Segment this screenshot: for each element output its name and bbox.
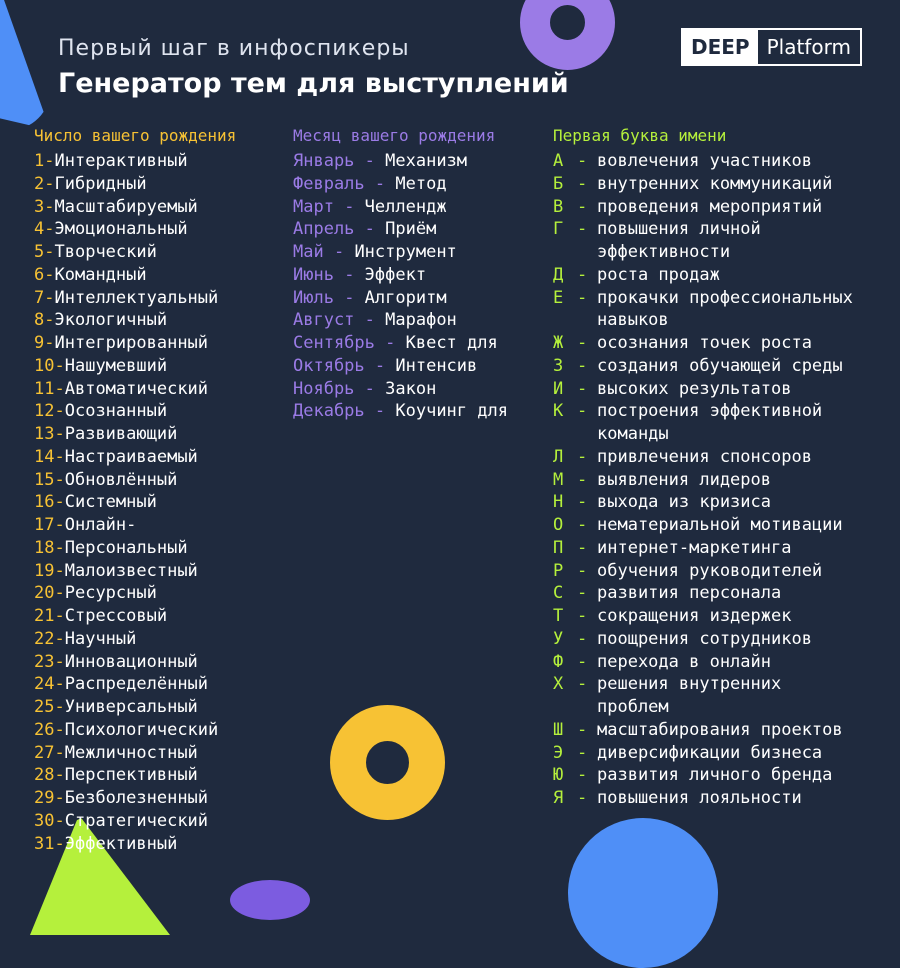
separator-dash: - [44, 333, 55, 353]
day-number: 30 [34, 810, 55, 831]
list-item [553, 628, 862, 651]
name-letter: Д [553, 264, 564, 285]
day-number: 18 [34, 537, 55, 558]
separator-dash: - [577, 264, 588, 285]
list-item [293, 309, 508, 332]
day-number: 24 [34, 674, 55, 695]
list-item [34, 560, 236, 583]
separator-dash: - [354, 378, 386, 399]
separator-dash: - [54, 560, 65, 581]
day-number: 13 [34, 424, 55, 444]
list-item [34, 491, 236, 514]
letter-phrase: создания обучающей среды [597, 355, 843, 376]
separator-dash: - [354, 151, 386, 171]
list-item [293, 264, 508, 287]
day-word: Ресурсный [64, 583, 157, 604]
list-item [553, 218, 862, 264]
name-letter: И [553, 378, 564, 399]
list-item [553, 196, 862, 219]
list-item [553, 287, 862, 333]
day-word: Развивающий [64, 424, 178, 444]
list-item [293, 400, 508, 423]
name-letter: З [553, 355, 564, 376]
decor-yellow-ring [330, 705, 445, 820]
separator-dash: - [577, 628, 588, 649]
name-letter: О [553, 515, 564, 535]
separator-dash: - [577, 788, 588, 808]
separator-dash: - [364, 173, 396, 194]
day-number: 29 [34, 788, 55, 808]
month-name: Январь [293, 151, 355, 171]
day-word: Стратегический [64, 810, 209, 831]
separator-dash: - [577, 355, 588, 376]
day-word: Межличностный [64, 742, 198, 763]
day-number: 27 [34, 742, 55, 763]
decor-blue-circle [568, 818, 718, 968]
day-number: 7 [34, 287, 45, 308]
month-name: Март [293, 196, 334, 217]
separator-dash: - [44, 264, 55, 285]
list-item [553, 719, 862, 742]
separator-dash: - [577, 765, 588, 786]
day-number: 19 [34, 560, 55, 581]
separator-dash: - [577, 492, 588, 513]
day-number: 9 [34, 333, 45, 353]
list-item [34, 787, 236, 810]
letter-phrase: развития персонала [597, 583, 782, 604]
decor-purple-shape [230, 880, 310, 920]
separator-dash: - [354, 310, 386, 331]
list-item [34, 469, 236, 492]
decor-blue-shape [0, 0, 50, 130]
separator-dash: - [364, 401, 396, 422]
name-letter: Ф [553, 651, 564, 672]
separator-dash: - [577, 333, 588, 353]
separator-dash: - [577, 742, 588, 763]
list-item [34, 810, 236, 833]
list-item [553, 355, 862, 378]
birth-day-column [34, 124, 236, 855]
day-word: Интеллектуальный [54, 287, 219, 308]
day-word: Системный [64, 492, 157, 513]
list-item [553, 469, 862, 492]
separator-dash: - [54, 765, 65, 786]
letter-phrase: выхода из кризиса [597, 492, 771, 513]
list-item [34, 150, 236, 173]
list-item [34, 196, 236, 219]
brand-logo [681, 28, 862, 66]
month-word: Квест для [405, 333, 498, 353]
day-number: 14 [34, 446, 55, 467]
list-item [34, 651, 236, 674]
day-word: Нашумевший [64, 355, 168, 376]
separator-dash: - [44, 310, 55, 331]
letter-phrase: масштабирования проектов [597, 719, 843, 740]
letter-phrase: интернет-маркетинга [597, 537, 792, 558]
list-item [293, 241, 508, 264]
day-number: 4 [34, 219, 45, 240]
letter-phrase: привлечения спонсоров [597, 446, 812, 467]
day-word: Интегрированный [54, 333, 209, 353]
list-item [34, 355, 236, 378]
separator-dash: - [54, 401, 65, 422]
separator-dash: - [577, 446, 588, 467]
list-item [34, 264, 236, 287]
month-word: Метод [395, 173, 447, 194]
list-item [553, 264, 862, 287]
separator-dash: - [333, 196, 365, 217]
list-item [34, 332, 236, 355]
separator-dash: - [374, 333, 406, 353]
letter-phrase: развития личного бренда [597, 765, 833, 786]
day-word: Обновлённый [64, 469, 178, 490]
day-number: 5 [34, 242, 45, 262]
list-item [553, 560, 862, 583]
day-number: 21 [34, 606, 55, 626]
day-word: Творческий [54, 242, 157, 262]
birth-day-heading: Число вашего рождения [34, 126, 237, 145]
list-item [553, 173, 862, 196]
name-letter: Г [553, 219, 564, 240]
list-item [553, 400, 862, 446]
day-number: 8 [34, 310, 45, 331]
separator-dash: - [577, 537, 588, 558]
list-item [553, 673, 862, 719]
name-letter: Э [553, 742, 564, 763]
separator-dash: - [44, 151, 55, 171]
month-name: Июль [293, 287, 334, 308]
name-letter: М [553, 469, 564, 490]
list-item [34, 309, 236, 332]
list-item [293, 287, 508, 310]
day-word: Командный [54, 264, 147, 285]
separator-dash: - [354, 219, 386, 240]
day-number: 10 [34, 355, 55, 376]
separator-dash: - [54, 697, 65, 717]
separator-dash: - [54, 628, 65, 649]
separator-dash: - [577, 583, 588, 604]
separator-dash: - [54, 355, 65, 376]
list-item [34, 742, 236, 765]
letter-phrase: проведения мероприятий [597, 196, 823, 217]
list-item [34, 400, 236, 423]
day-word: Эмоциональный [54, 219, 188, 240]
list-item [553, 332, 862, 355]
day-number: 23 [34, 651, 55, 672]
month-word: Алгоритм [364, 287, 447, 308]
list-item [34, 673, 236, 696]
name-letter: Н [553, 492, 564, 513]
letter-phrase: нематериальной мотивации [597, 515, 843, 535]
letter-phrase: осознания точек роста [597, 333, 812, 353]
name-letter: Е [553, 287, 564, 308]
separator-dash: - [333, 264, 365, 285]
birth-month-heading: Месяц вашего рождения [293, 126, 496, 145]
letter-phrase: сокращения издержек [597, 606, 792, 626]
separator-dash: - [577, 196, 588, 217]
day-word: Универсальный [64, 697, 198, 717]
day-number: 25 [34, 697, 55, 717]
list-item [553, 446, 862, 469]
birth-month-list [293, 150, 508, 423]
day-number: 3 [34, 196, 45, 217]
separator-dash: - [54, 469, 65, 490]
name-letter: В [553, 196, 564, 217]
month-name: Декабрь [293, 401, 365, 422]
month-name: Май [293, 242, 324, 262]
name-letter: Ю [553, 765, 564, 786]
first-letter-column [553, 124, 862, 810]
page-subtitle: Первый шаг в инфоспикеры [58, 36, 410, 61]
separator-dash: - [54, 651, 65, 672]
letter-phrase: повышения лояльности [597, 788, 802, 808]
day-number: 22 [34, 628, 55, 649]
month-word: Коучинг для [395, 401, 508, 422]
month-name: Февраль [293, 173, 365, 194]
list-item [34, 218, 236, 241]
separator-dash: - [44, 287, 55, 308]
day-number: 11 [34, 378, 55, 399]
separator-dash: - [54, 378, 65, 399]
day-number: 28 [34, 765, 55, 786]
list-item [34, 446, 236, 469]
list-item [553, 537, 862, 560]
list-item [34, 514, 236, 537]
month-word: Закон [385, 378, 437, 399]
list-item [293, 150, 508, 173]
separator-dash: - [54, 788, 65, 808]
day-number: 1 [34, 151, 45, 171]
list-item [34, 696, 236, 719]
day-number: 6 [34, 264, 45, 285]
day-word: Осознанный [64, 401, 168, 422]
list-item [553, 150, 862, 173]
list-item [34, 423, 236, 446]
day-word: Перспективный [64, 765, 198, 786]
separator-dash: - [54, 719, 65, 740]
list-item [553, 764, 862, 787]
name-letter: Ж [553, 333, 564, 353]
name-letter: Ш [553, 719, 564, 740]
day-word: Малоизвестный [64, 560, 198, 581]
name-letter: Х [553, 674, 564, 695]
day-word: Настраиваемый [64, 446, 198, 467]
day-word: Распределённый [64, 674, 209, 695]
list-item [293, 332, 508, 355]
separator-dash: - [54, 833, 65, 854]
separator-dash: - [577, 651, 588, 672]
letter-phrase: поощрения сотрудников [597, 628, 812, 649]
month-name: Июнь [293, 264, 334, 285]
logo-deep: DEEP [683, 30, 758, 64]
separator-dash: - [577, 287, 588, 308]
list-item [553, 582, 862, 605]
list-item [34, 628, 236, 651]
day-number: 2 [34, 173, 45, 194]
decor-purple-ring [520, 0, 615, 70]
separator-dash: - [44, 242, 55, 262]
separator-dash: - [54, 424, 65, 444]
letter-phrase: вовлечения участников [597, 151, 812, 171]
name-letter: У [553, 628, 564, 649]
separator-dash: - [577, 173, 588, 194]
letter-phrase: выявления лидеров [597, 469, 771, 490]
day-number: 15 [34, 469, 55, 490]
name-letter: А [553, 151, 564, 171]
list-item [34, 764, 236, 787]
month-name: Апрель [293, 219, 355, 240]
letter-phrase: повышения личной эффективности [597, 219, 761, 262]
list-item [293, 173, 508, 196]
month-word: Челлендж [364, 196, 447, 217]
name-letter: Я [553, 788, 564, 808]
name-letter: Б [553, 173, 564, 194]
separator-dash: - [54, 674, 65, 695]
day-word: Инновационный [64, 651, 198, 672]
day-word: Безболезненный [64, 788, 209, 808]
day-word: Автоматический [64, 378, 209, 399]
separator-dash: - [54, 810, 65, 831]
list-item [553, 378, 862, 401]
month-word: Интенсив [395, 355, 478, 376]
day-word: Гибридный [54, 173, 147, 194]
list-item [34, 537, 236, 560]
logo-platform: Platform [766, 35, 851, 59]
separator-dash: - [577, 515, 588, 535]
list-item [34, 378, 236, 401]
list-item [553, 742, 862, 765]
month-word: Инструмент [354, 242, 457, 262]
month-name: Сентябрь [293, 333, 375, 353]
separator-dash: - [54, 492, 65, 513]
list-item [553, 787, 862, 810]
list-item [553, 491, 862, 514]
list-item [553, 605, 862, 628]
name-letter: Л [553, 446, 564, 467]
day-word: Персональный [64, 537, 188, 558]
separator-dash: - [577, 469, 588, 490]
separator-dash: - [577, 401, 588, 422]
list-item [34, 287, 236, 310]
separator-dash: - [577, 719, 588, 740]
separator-dash: - [54, 515, 65, 535]
letter-phrase: высоких результатов [597, 378, 792, 399]
name-letter: Р [553, 560, 564, 581]
separator-dash: - [333, 287, 365, 308]
day-number: 31 [34, 833, 55, 854]
letter-phrase: построения эффективной команды [597, 401, 823, 444]
day-word: Стрессовый [64, 606, 168, 626]
separator-dash: - [44, 219, 55, 240]
separator-dash: - [54, 537, 65, 558]
list-item [34, 605, 236, 628]
day-word: Экологичный [54, 310, 168, 331]
list-item [553, 514, 862, 537]
letter-phrase: перехода в онлайн [597, 651, 771, 672]
letter-phrase: роста продаж [597, 264, 720, 285]
day-number: 20 [34, 583, 55, 604]
list-item [34, 833, 236, 856]
birth-day-list [34, 150, 236, 855]
month-word: Приём [385, 219, 437, 240]
list-item [293, 196, 508, 219]
day-word: Масштабируемый [54, 196, 198, 217]
day-number: 12 [34, 401, 55, 422]
day-word: Научный [64, 628, 137, 649]
separator-dash: - [577, 674, 588, 695]
list-item [34, 241, 236, 264]
separator-dash: - [577, 219, 588, 240]
letter-phrase: внутренних коммуникаций [597, 173, 833, 194]
name-letter: Т [553, 606, 564, 626]
birth-month-column [293, 124, 508, 423]
separator-dash: - [44, 196, 55, 217]
first-letter-heading: Первая буква имени [553, 126, 727, 145]
month-word: Механизм [385, 151, 468, 171]
separator-dash: - [364, 355, 396, 376]
day-number: 26 [34, 719, 55, 740]
name-letter: К [553, 401, 564, 422]
separator-dash: - [323, 242, 355, 262]
page-title: Генератор тем для выступлений [58, 68, 569, 99]
list-item [293, 355, 508, 378]
list-item [34, 173, 236, 196]
month-word: Эффект [364, 264, 427, 285]
day-word: Психологический [64, 719, 219, 740]
letter-phrase: обучения руководителей [597, 560, 823, 581]
day-word: Эффективный [64, 833, 178, 854]
list-item [553, 651, 862, 674]
letter-phrase: диверсификации бизнеса [597, 742, 823, 763]
separator-dash: - [577, 151, 588, 171]
first-letter-list [553, 150, 862, 810]
letter-phrase: прокачки профессиональных навыков [597, 287, 853, 331]
separator-dash: - [577, 378, 588, 399]
month-word: Марафон [385, 310, 457, 331]
name-letter: П [553, 537, 564, 558]
separator-dash: - [54, 583, 65, 604]
month-name: Август [293, 310, 355, 331]
letter-phrase: решения внутренних проблем [597, 674, 782, 717]
separator-dash: - [54, 446, 65, 467]
day-number: 17 [34, 515, 55, 535]
separator-dash: - [577, 560, 588, 581]
list-item [293, 378, 508, 401]
day-word: Интерактивный [54, 151, 188, 171]
list-item [34, 719, 236, 742]
separator-dash: - [54, 742, 65, 763]
list-item [34, 582, 236, 605]
separator-dash: - [44, 173, 55, 194]
separator-dash: - [577, 606, 588, 626]
list-item [293, 218, 508, 241]
separator-dash: - [54, 606, 65, 626]
name-letter: С [553, 583, 564, 604]
month-name: Октябрь [293, 355, 365, 376]
month-name: Ноябрь [293, 378, 355, 399]
day-word: Онлайн- [64, 515, 137, 535]
day-number: 16 [34, 492, 55, 513]
